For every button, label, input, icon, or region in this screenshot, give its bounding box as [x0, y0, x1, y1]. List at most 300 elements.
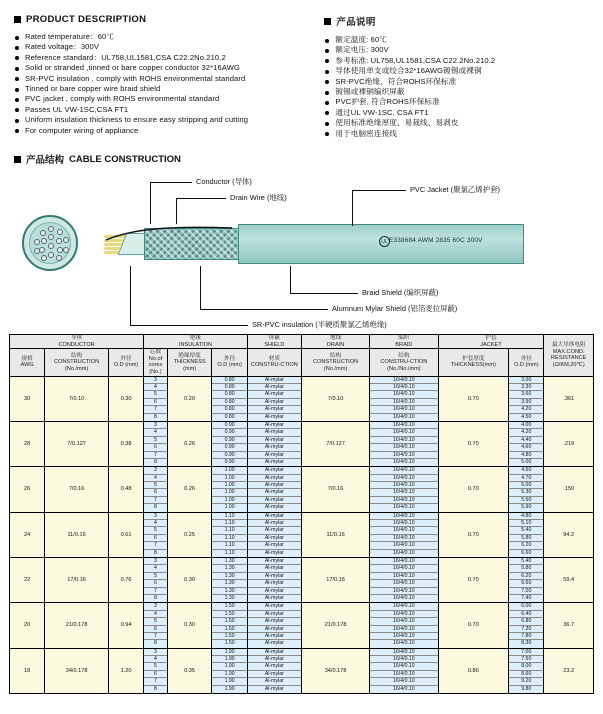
cell-line: 8: [154, 549, 157, 556]
cell-conductor-construction: 34/0.178: [45, 648, 109, 693]
cell-line: 1.10: [224, 549, 235, 556]
cell-conductor-od: 0.61: [108, 512, 143, 557]
cell-jacket-thickness: 0.70: [438, 603, 509, 648]
cell-line: 6: [144, 399, 167, 406]
cell-conductor-construction: 7/0.127: [45, 421, 109, 466]
cell-line: 3: [144, 513, 167, 520]
cell-line: Al-mylar: [248, 678, 301, 685]
cell-conductor-construction: 17/0.16: [45, 558, 109, 603]
leader-line: [150, 182, 151, 224]
description-english-title-text: PRODUCT DESCRIPTION: [26, 14, 147, 25]
cell-line: Al-mylar: [248, 399, 301, 406]
cell-insulation-od: [212, 421, 247, 466]
cell-conductor-od: 0.76: [108, 558, 143, 603]
cell-line: 7: [144, 542, 167, 549]
cell-line: 7.40: [521, 594, 532, 601]
cell-conductor-od: 0.30: [108, 376, 143, 421]
cell-line: 7.50: [509, 656, 543, 663]
cell-line: 1.50: [212, 603, 246, 610]
cell-line: Al-mylar: [264, 685, 284, 692]
cell-line: 8: [154, 640, 157, 647]
list-item: PVC护套, 符合ROHS环保标准: [324, 97, 593, 107]
cell-line: 16/4/0.10: [393, 458, 415, 465]
cell-line: 3.60: [509, 391, 543, 398]
cell-line: 16/4/0.10: [370, 422, 437, 429]
cell-line: 5: [144, 391, 167, 398]
cell-line: 16/4/0.10: [370, 580, 437, 587]
label-drain-wire: Drain Wire (地线): [230, 193, 287, 203]
cell-line: 16/4/0.10: [393, 413, 415, 420]
cell-drain: 34/0.178: [301, 648, 369, 693]
cell-line: 0.80: [212, 384, 246, 391]
table-row: [10, 467, 594, 512]
cell-awg: 20: [10, 603, 45, 648]
specification-table-body: [10, 376, 594, 693]
cell-conductor-od: 0.94: [108, 603, 143, 648]
drain-wire: [104, 224, 224, 244]
cell-drain: 11/0.16: [301, 512, 369, 557]
cell-line: 1.00: [212, 497, 246, 504]
cell-conductor-od: 1.20: [108, 648, 143, 693]
cell-line: 1.30: [212, 558, 246, 565]
cell-line: 0.90: [212, 452, 246, 459]
cell-insulation-thickness: 0.26: [167, 421, 212, 466]
cell-line: 0.90: [212, 437, 246, 444]
cross-section-cores: [32, 225, 68, 261]
cell-resistance: 36.7: [544, 603, 594, 648]
cell-line: 6: [144, 671, 167, 678]
leader-line: [176, 198, 177, 224]
cell-line: 7.80: [509, 633, 543, 640]
cell-line: 16/4/0.10: [370, 467, 437, 474]
cell-line: Al-mylar: [264, 549, 284, 556]
cell-line: 9.20: [509, 678, 543, 685]
cell-line: Al-mylar: [248, 663, 301, 670]
cell-line: Al-mylar: [248, 527, 301, 534]
cell-conductor-construction: 11/0.16: [45, 512, 109, 557]
cell-line: 4.80: [509, 513, 543, 520]
cell-line: 1.90: [212, 678, 246, 685]
column-header-insulation-od: 外径 O.D (mm): [212, 349, 247, 376]
cell-jacket-od: [509, 512, 544, 557]
cell-line: Al-mylar: [248, 580, 301, 587]
cell-line: 1.50: [212, 611, 246, 618]
leader-line: [130, 325, 248, 326]
cell-line: Al-mylar: [248, 535, 301, 542]
cell-line: 4.20: [509, 429, 543, 436]
cell-conductor-construction: 7/0.16: [45, 467, 109, 512]
cell-line: 1.90: [212, 663, 246, 670]
cell-line: 1.30: [212, 580, 246, 587]
cell-line: 16/4/0.10: [370, 437, 437, 444]
list-item: 参考标准: UL758,UL1581,CSA C22.2No.210.2: [324, 56, 593, 66]
column-header-shield-construction: 材质 CONSTRU-CTION: [247, 349, 301, 376]
description-chinese-list: [324, 35, 593, 139]
table-column-header-row: [10, 349, 594, 376]
cell-line: 3.30: [509, 384, 543, 391]
cell-line: 16/4/0.10: [370, 475, 437, 482]
cell-line: Al-mylar: [248, 520, 301, 527]
cell-line: 0.90: [212, 422, 246, 429]
column-header-conductor-construction: 结构 CONSTRUCTION (No./mm): [45, 349, 109, 376]
cell-line: Al-mylar: [248, 437, 301, 444]
column-header-resistance: 最大导体电阻 MAX.COND. RESISTANCE (Ω/KM,20℃): [544, 335, 594, 377]
cell-insulation-od: [212, 603, 247, 648]
cell-resistance: 94.2: [544, 512, 594, 557]
cell-insulation-thickness: 0.30: [167, 558, 212, 603]
cell-line: 16/4/0.10: [370, 542, 437, 549]
group-header-insulation: 绝缘 INSULATION: [144, 335, 248, 349]
table-group-header-row: [10, 335, 594, 349]
cell-line: 0.90: [212, 429, 246, 436]
cell-line: 16/4/0.10: [393, 549, 415, 556]
cell-line: Al-mylar: [248, 542, 301, 549]
cell-insulation-od: [212, 648, 247, 693]
cell-awg: 28: [10, 421, 45, 466]
cell-line: 16/4/0.10: [370, 444, 437, 451]
list-item: 镀锡或裸铜编织屏蔽: [324, 87, 593, 97]
cell-drain: 7/0.16: [301, 467, 369, 512]
cell-line: 1.10: [212, 527, 246, 534]
cell-line: 5.10: [509, 520, 543, 527]
cell-line: 6.60: [521, 549, 532, 556]
cell-line: 16/4/0.10: [370, 603, 437, 610]
cell-line: 1.90: [212, 656, 246, 663]
list-item: 使用标准绝缘厚度、易裁线、易剥皮: [324, 118, 593, 128]
cell-line: 16/4/0.10: [370, 520, 437, 527]
group-header-shield: 屏蔽 SHIELD: [247, 335, 301, 349]
cell-insulation-thickness: 0.26: [167, 467, 212, 512]
cell-line: 4: [144, 611, 167, 618]
cell-conductor-construction: 21/0.178: [45, 603, 109, 648]
cell-line: 7: [144, 678, 167, 685]
cell-line: Al-mylar: [264, 413, 284, 420]
cell-line: Al-mylar: [248, 467, 301, 474]
cell-line: Al-mylar: [248, 497, 301, 504]
list-item: Uniform insulation thickness to ensure easy stripping and cutting: [14, 115, 312, 125]
cell-line: 5.80: [509, 565, 543, 572]
cell-shield: [247, 376, 301, 421]
cell-resistance: 59.4: [544, 558, 594, 603]
table-row: [10, 648, 594, 693]
cell-line: Al-mylar: [248, 452, 301, 459]
cell-insulation-od: [212, 558, 247, 603]
cell-line: 0.80: [212, 377, 246, 384]
cell-line: 6.20: [509, 542, 543, 549]
list-item: 额定电压: 300V: [324, 45, 593, 55]
leader-line: [290, 266, 291, 294]
cell-line: 16/4/0.10: [370, 618, 437, 625]
cell-line: 16/4/0.10: [370, 663, 437, 670]
cell-line: 8: [154, 458, 157, 465]
cell-line: 16/4/0.10: [393, 504, 415, 511]
specification-table: [9, 334, 594, 694]
leader-line: [130, 266, 131, 326]
column-header-awg: 规格 AWG: [10, 349, 45, 376]
cell-line: 16/4/0.10: [370, 377, 437, 384]
list-item: Tinned or bare copper wire braid shield: [14, 84, 312, 94]
cell-line: 16/4/0.10: [370, 588, 437, 595]
cell-line: 1.30: [212, 565, 246, 572]
list-item: 额定温度: 60℃: [324, 35, 593, 45]
cell-line: Al-mylar: [248, 558, 301, 565]
cell-line: 1.50: [212, 618, 246, 625]
cell-jacket-od: [509, 648, 544, 693]
list-item: Solid or stranded ,tinned or bare copper conductor 32*16AWG: [14, 63, 312, 73]
group-header-conductor: 导体 CONDUCTOR: [10, 335, 144, 349]
cell-shield: [247, 467, 301, 512]
ul-logo-icon: UL: [379, 236, 390, 247]
cell-line: 4.50: [521, 413, 532, 420]
cable-longitudinal-view: [104, 224, 524, 264]
cell-line: Al-mylar: [264, 594, 284, 601]
cell-line: 1.10: [212, 542, 246, 549]
cell-line: Al-mylar: [248, 377, 301, 384]
cell-line: 4: [144, 565, 167, 572]
list-item: 用于电脑密连接线: [324, 129, 593, 139]
cell-line: 6.60: [509, 580, 543, 587]
cell-line: 1.10: [212, 535, 246, 542]
cell-line: 4: [144, 384, 167, 391]
cell-drain: 21/0.178: [301, 603, 369, 648]
cell-line: 0.80: [212, 391, 246, 398]
cell-line: 6: [144, 535, 167, 542]
cell-awg: 30: [10, 376, 45, 421]
cell-line: 7.00: [509, 649, 543, 656]
group-header-braid: 编织 BRAID: [370, 335, 438, 349]
cell-line: 5.60: [509, 497, 543, 504]
cell-line: 1.50: [224, 640, 235, 647]
cell-line: 8: [154, 594, 157, 601]
cell-line: Al-mylar: [248, 633, 301, 640]
cell-line: 6: [144, 489, 167, 496]
cell-line: Al-mylar: [248, 489, 301, 496]
list-item: 导体使用单支或绞合32*16AWG镀锡或裸铜: [324, 66, 593, 76]
cell-line: 1.10: [212, 520, 246, 527]
cell-line: 1.00: [212, 482, 246, 489]
cell-line: 0.90: [224, 458, 235, 465]
cell-line: 1.30: [212, 573, 246, 580]
cell-line: 16/4/0.10: [370, 535, 437, 542]
cell-line: 8.60: [509, 671, 543, 678]
cell-line: 16/4/0.10: [370, 558, 437, 565]
cell-line: 1.90: [212, 649, 246, 656]
cell-conductor-construction: 7/0.10: [45, 376, 109, 421]
cell-cores: [144, 467, 168, 512]
leader-line: [352, 190, 353, 226]
cell-line: Al-mylar: [248, 671, 301, 678]
cell-line: Al-mylar: [248, 611, 301, 618]
cell-line: 7: [144, 406, 167, 413]
description-chinese-column: [324, 14, 593, 139]
cell-line: Al-mylar: [248, 422, 301, 429]
cell-line: 1.00: [212, 467, 246, 474]
cell-line: 7: [144, 588, 167, 595]
square-bullet-icon: [324, 18, 331, 25]
cell-line: 7.30: [509, 626, 543, 633]
square-bullet-icon: [14, 156, 21, 163]
cell-line: 1.10: [212, 513, 246, 520]
product-description-section: [0, 0, 603, 139]
cell-jacket-od: [509, 421, 544, 466]
jacket-print-text: E338684 AWM 2835 60C 300V: [389, 237, 483, 245]
column-header-conductor-od: 外径 O.D (mm): [108, 349, 143, 376]
cell-line: 16/4/0.10: [370, 452, 437, 459]
cell-line: Al-mylar: [248, 391, 301, 398]
cell-resistance: 23.2: [544, 648, 594, 693]
cell-line: Al-mylar: [248, 649, 301, 656]
cell-awg: 18: [10, 648, 45, 693]
cell-braid: [370, 467, 438, 512]
cell-insulation-thickness: 0.30: [167, 603, 212, 648]
cell-line: 1.90: [224, 685, 235, 692]
cell-shield: [247, 421, 301, 466]
cell-cores: [144, 558, 168, 603]
cell-braid: [370, 558, 438, 603]
cell-line: Al-mylar: [248, 475, 301, 482]
cell-line: 8: [154, 685, 157, 692]
cell-line: 4.80: [509, 452, 543, 459]
cell-line: Al-mylar: [248, 565, 301, 572]
description-chinese-title-text: 产品说明: [336, 17, 376, 28]
cell-line: 4.00: [509, 422, 543, 429]
cell-line: 4: [144, 429, 167, 436]
cell-jacket-thickness: 0.70: [438, 376, 509, 421]
column-header-cores: 芯数 No.of cores (No.): [144, 349, 168, 376]
table-row: [10, 421, 594, 466]
cell-line: Al-mylar: [248, 406, 301, 413]
column-header-drain-construction: 结构 CONSTRUCTION (No./mm): [301, 349, 369, 376]
cell-line: 1.00: [212, 489, 246, 496]
cell-line: 16/4/0.10: [370, 399, 437, 406]
cell-jacket-od: [509, 603, 544, 648]
leader-line: [200, 309, 328, 310]
cell-line: Al-mylar: [248, 573, 301, 580]
cell-line: 7: [144, 452, 167, 459]
cell-line: 1.90: [212, 671, 246, 678]
column-header-jacket-od: 外径 O.D (mm): [509, 349, 544, 376]
cell-line: 3: [144, 603, 167, 610]
description-english-title: [14, 14, 312, 25]
cell-braid: [370, 376, 438, 421]
cell-line: 8: [154, 504, 157, 511]
list-item: Rated temperature：60℃: [14, 32, 312, 42]
cell-resistance: .361: [544, 376, 594, 421]
cell-line: 5.80: [509, 535, 543, 542]
list-item: 通过UL VW-1SC, CSA FT1: [324, 108, 593, 118]
cell-line: Al-mylar: [248, 429, 301, 436]
cell-line: 6: [144, 580, 167, 587]
cell-line: 8.00: [509, 663, 543, 670]
cell-line: Al-mylar: [248, 626, 301, 633]
cell-conductor-od: 0.48: [108, 467, 143, 512]
cell-insulation-od: [212, 376, 247, 421]
cell-shield: [247, 603, 301, 648]
cell-insulation-thickness: 0.35: [167, 648, 212, 693]
cell-line: 5: [144, 437, 167, 444]
label-braid-shield: Braid Shield (编织屏蔽): [362, 288, 439, 298]
cell-line: 4.20: [509, 406, 543, 413]
cell-line: 16/4/0.10: [393, 685, 415, 692]
cell-line: 16/4/0.10: [370, 527, 437, 534]
cell-line: 3.00: [509, 377, 543, 384]
column-header-insulation-thickness: 绝缘厚度 THICKNESS (mm): [167, 349, 212, 376]
cell-line: 16/4/0.10: [370, 565, 437, 572]
cell-line: 16/4/0.10: [370, 633, 437, 640]
cell-line: 5: [144, 573, 167, 580]
cell-line: 5.90: [521, 504, 532, 511]
cell-resistance: .150: [544, 467, 594, 512]
table-row: [10, 512, 594, 557]
cell-line: 16/4/0.10: [370, 429, 437, 436]
cell-line: 5: [144, 527, 167, 534]
list-item: For computer wiring of appliance: [14, 126, 312, 136]
cell-braid: [370, 512, 438, 557]
cell-line: Al-mylar: [264, 458, 284, 465]
cell-jacket-od: [509, 558, 544, 603]
cell-line: 5.40: [509, 527, 543, 534]
cell-line: 16/4/0.10: [393, 640, 415, 647]
column-header-jacket-thickness: 护套厚度 THICKNESS(mm): [438, 349, 509, 376]
list-item: Rated voltage：300V: [14, 42, 312, 52]
cell-line: 1.50: [212, 633, 246, 640]
construction-title-cn: 产品结构: [26, 155, 65, 167]
label-mylar-shield: Alumnum Mylar Shield (铝箔麦拉屏蔽): [332, 304, 458, 314]
cell-line: 16/4/0.10: [370, 489, 437, 496]
cell-jacket-thickness: 0.70: [438, 467, 509, 512]
cell-awg: 22: [10, 558, 45, 603]
cell-line: 0.90: [212, 444, 246, 451]
list-item: SR-PVC insulation , comply with ROHS environmental standard: [14, 74, 312, 84]
cell-insulation-od: [212, 512, 247, 557]
cell-line: 1.50: [212, 626, 246, 633]
cell-line: Al-mylar: [248, 513, 301, 520]
pvc-jacket: [238, 224, 524, 264]
cell-braid: [370, 603, 438, 648]
cell-line: 5.00: [521, 458, 532, 465]
cell-line: Al-mylar: [264, 640, 284, 647]
cell-line: 16/4/0.10: [370, 384, 437, 391]
leader-line: [352, 190, 406, 191]
cell-line: 4: [144, 520, 167, 527]
cell-line: 16/4/0.10: [370, 656, 437, 663]
cell-line: 4.70: [509, 475, 543, 482]
description-chinese-title: [324, 14, 593, 28]
cell-line: Al-mylar: [248, 482, 301, 489]
cell-line: 5: [144, 618, 167, 625]
group-header-jacket: 护套 JACKET: [438, 335, 544, 349]
construction-title-en: CABLE CONSTRUCTION: [69, 153, 181, 165]
cell-line: 6: [144, 626, 167, 633]
cell-cores: [144, 648, 168, 693]
label-insulation: SR-PVC insulation (半硬质聚氯乙烯绝缘): [252, 320, 387, 330]
cable-construction-diagram: [0, 170, 603, 334]
cell-shield: [247, 512, 301, 557]
cell-resistance: .219: [544, 421, 594, 466]
cell-line: 5: [144, 663, 167, 670]
cell-line: 3: [144, 377, 167, 384]
cell-line: 4.60: [509, 444, 543, 451]
cell-line: 16/4/0.10: [370, 513, 437, 520]
cable-cross-section: [22, 215, 78, 271]
cell-line: 7: [144, 633, 167, 640]
cell-line: 4.40: [509, 437, 543, 444]
list-item: SR-PVC绝缘、符合ROHS环保标准: [324, 77, 593, 87]
cell-drain: 7/0.127: [301, 421, 369, 466]
cell-line: Al-mylar: [248, 603, 301, 610]
description-english-list: [14, 32, 312, 136]
cell-line: 3: [144, 649, 167, 656]
